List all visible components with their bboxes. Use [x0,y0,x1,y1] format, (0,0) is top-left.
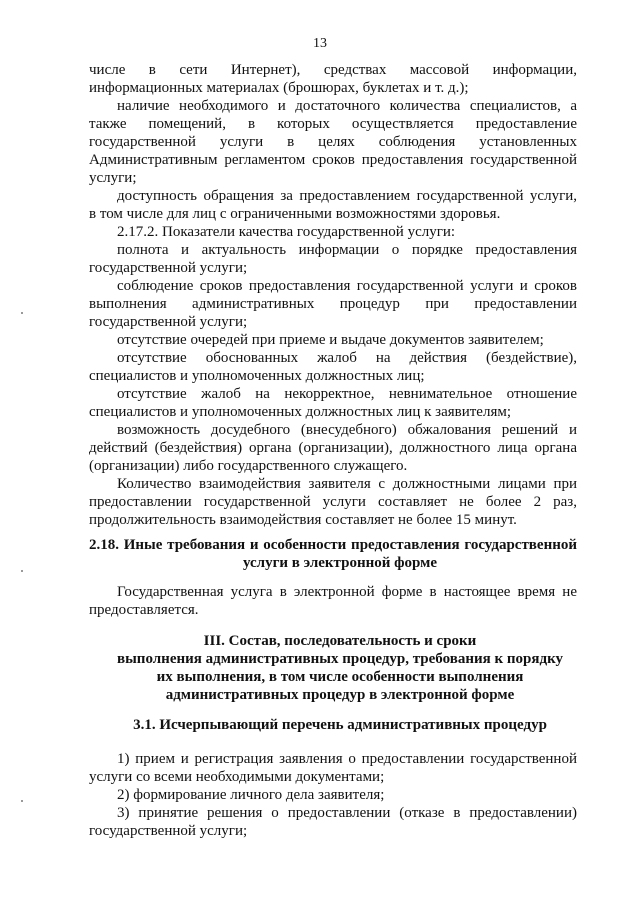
list-item: 2) формирование личного дела заявителя; [117,787,385,803]
text-line: в том числе для лиц с ограниченными возможностями здоровья. [89,206,501,222]
text-line: государственной услуги в целях соблюдения установленных [89,134,577,150]
scan-mark [21,800,23,802]
subsection-heading: 3.1. Исчерпывающий перечень административных процедур [133,717,547,733]
text-line: предоставлении государственной услуги составляет не более 2 раз, [89,494,577,510]
list-item: государственной услуги; [89,823,248,839]
list-item: услуги со всеми необходимыми документами; [89,769,385,785]
text-line: (организации) либо государственного служащего. [89,458,408,474]
section-heading: услуги в электронной форме [242,555,438,571]
text-line: выполнения административных процедур при предоставлении [89,296,577,312]
text-line: государственной услуги; [89,260,248,276]
chapter-heading: III. Состав, последовательность и сроки [203,633,477,649]
text-line: числе в сети Интернет), средствах массовой информации, [89,62,577,78]
text-line: специалистов и уполномоченных должностных лиц; [89,368,425,384]
text-line: отсутствие обоснованных жалоб на действия (бездействие), [117,350,577,366]
text-line: предоставляется. [89,602,199,618]
text-line: отсутствие жалоб на некорректное, невнимательное отношение [117,386,577,402]
scan-mark [21,570,23,572]
text-line: действий (бездействия) органа (организации), должностного лица органа [89,440,577,456]
text-line: доступность обращения за предоставлением государственной услуги, [117,188,577,204]
text-line: полнота и актуальность информации о порядке предоставления [117,242,577,258]
text-line: государственной услуги; [89,314,248,330]
text-line: продолжительность взаимодействия составляет не более 15 минут. [89,512,517,528]
text-line: Административным регламентом сроков предоставления государственной [89,152,577,168]
text-line: соблюдение сроков предоставления государственной услуги и сроков [117,278,577,294]
text-line: информационных материалах (брошюрах, буклетах и т. д.); [89,80,469,96]
text-line: Количество взаимодействия заявителя с должностными лицами при [117,476,577,492]
list-item: 1) прием и регистрация заявления о предоставлении государственной [117,751,577,767]
scan-mark [21,312,23,314]
text-line: возможность досудебного (внесудебного) обжалования решений и [117,422,577,438]
chapter-heading: выполнения административных процедур, требования к порядку [117,651,563,667]
text-line: наличие необходимого и достаточного количества специалистов, а [117,98,577,114]
text-line: также помещений, в которых осуществляется предоставление [89,116,577,132]
text-line: отсутствие очередей при приеме и выдаче документов заявителем; [117,332,544,348]
text-line: услуги; [89,170,137,186]
text-line: 2.17.2. Показатели качества государственной услуги: [117,224,456,240]
section-heading: 2.18. Иные требования и особенности предоставления государственной [89,537,577,553]
chapter-heading: административных процедур в электронной форме [165,687,515,703]
text-line: специалистов и уполномоченных должностных лиц к заявителям; [89,404,511,420]
page-number: 13 [313,36,327,51]
chapter-heading: их выполнения, в том числе особенности выполнения [156,669,524,685]
text-line: Государственная услуга в электронной форме в настоящее время не [117,584,577,600]
list-item: 3) принятие решения о предоставлении (отказе в предоставлении) [117,805,577,821]
